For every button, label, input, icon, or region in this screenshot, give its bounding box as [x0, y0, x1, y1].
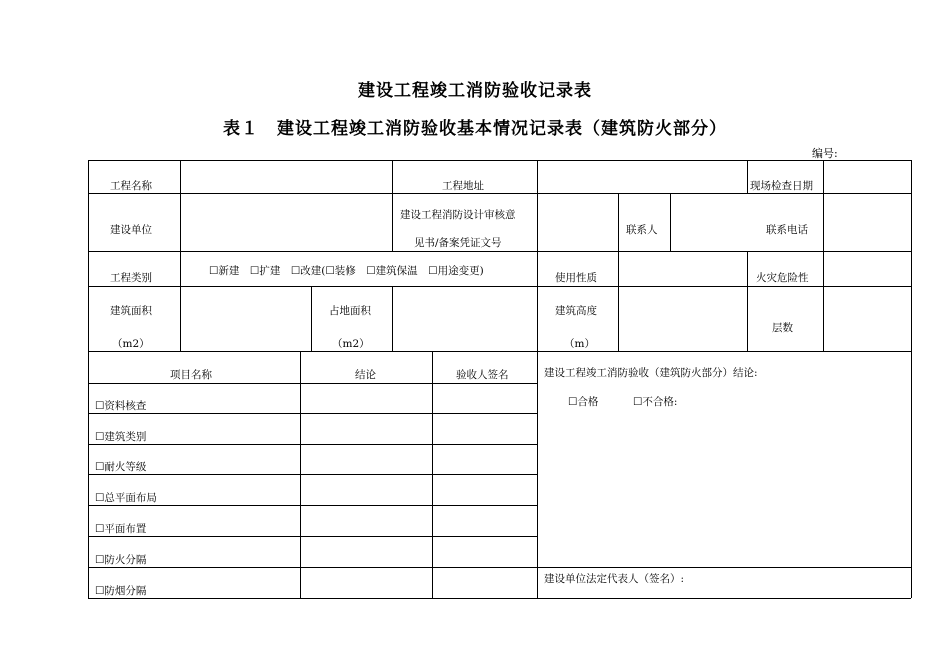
table-line	[537, 351, 538, 598]
table-line	[88, 383, 537, 384]
table-line	[180, 160, 181, 193]
contact-phone-label: 联系电话	[766, 224, 808, 236]
table-line	[300, 351, 301, 598]
table-line	[88, 598, 911, 599]
table-line	[88, 444, 537, 445]
table-line	[537, 193, 538, 251]
conclusion-label: 建设工程竣工消防验收（建筑防火部分）结论:	[544, 367, 758, 379]
table-line	[747, 251, 748, 286]
construction-unit-label: 建设单位	[110, 224, 152, 236]
list-item[interactable]: ☐资料核查	[95, 400, 147, 412]
building-height-label: 建筑高度	[555, 305, 597, 317]
table-line	[537, 251, 538, 286]
table-line	[747, 160, 748, 193]
document-title: 建设工程竣工消防验收记录表	[358, 81, 592, 101]
land-area-label: 占地面积	[329, 305, 371, 317]
table-line	[911, 160, 912, 598]
list-item[interactable]: ☐防火分隔	[95, 554, 147, 566]
table-line	[618, 286, 619, 351]
table-line	[88, 567, 911, 568]
list-item[interactable]: ☐防烟分隔	[95, 585, 147, 597]
use-nature-label: 使用性质	[555, 272, 597, 284]
project-category-label: 工程类别	[110, 272, 152, 284]
table-line	[88, 351, 911, 352]
table-line	[88, 505, 537, 506]
legal-representative-label: 建设单位法定代表人（签名）:	[544, 573, 685, 585]
document-subtitle: 表１ 建设工程竣工消防验收基本情况记录表（建筑防火部分）	[223, 119, 727, 139]
table-line	[537, 286, 538, 351]
table-line	[823, 193, 824, 251]
col-signature: 验收人签名	[456, 369, 509, 381]
col-item-name: 项目名称	[170, 369, 212, 381]
project-address-label: 工程地址	[442, 180, 484, 192]
table-line	[823, 286, 824, 351]
contact-label: 联系人	[626, 224, 658, 236]
list-item[interactable]: ☐耐火等级	[95, 461, 147, 473]
pass-checkbox[interactable]: ☐合格	[568, 396, 599, 408]
building-area-unit: （m2）	[112, 338, 150, 350]
table-line	[180, 286, 181, 351]
inspection-date-label: 现场检查日期	[750, 180, 813, 192]
col-conclusion: 结论	[355, 369, 376, 381]
table-line	[88, 536, 537, 537]
building-area-label: 建筑面积	[110, 305, 152, 317]
table-line	[823, 251, 824, 286]
land-area-unit: （m2）	[332, 338, 370, 350]
project-category-options[interactable]: ☐新建 ☐扩建 ☐改建(☐装修 ☐建筑保温 ☐用途变更)	[209, 265, 484, 277]
table-line	[670, 193, 671, 251]
table-line	[747, 286, 748, 351]
building-height-unit: （m）	[564, 338, 595, 350]
table-line	[392, 286, 393, 351]
table-line	[392, 193, 393, 251]
project-name-label: 工程名称	[110, 180, 152, 192]
table-line	[180, 193, 181, 251]
table-line	[432, 351, 433, 598]
table-line	[88, 251, 911, 252]
list-item[interactable]: ☐总平面布局	[95, 492, 157, 504]
floors-label: 层数	[772, 322, 793, 334]
table-line	[180, 251, 181, 286]
review-doc-label-line1: 建设工程消防设计审核意	[400, 209, 516, 221]
fire-hazard-label: 火灾危险性	[756, 272, 809, 284]
table-line	[88, 286, 911, 287]
table-line	[88, 193, 911, 194]
table-line	[618, 251, 619, 286]
fail-checkbox[interactable]: ☐不合格:	[633, 396, 678, 408]
list-item[interactable]: ☐建筑类别	[95, 431, 147, 443]
table-line	[618, 193, 619, 251]
review-doc-label-line2: 见书/备案凭证文号	[414, 237, 502, 249]
table-line	[88, 474, 537, 475]
table-line	[823, 160, 824, 193]
table-line	[311, 286, 312, 351]
serial-number-label: 编号:	[812, 147, 838, 160]
list-item[interactable]: ☐平面布置	[95, 523, 147, 535]
table-line	[88, 413, 537, 414]
table-line	[88, 160, 911, 161]
table-line	[88, 160, 89, 598]
table-line	[537, 160, 538, 193]
table-line	[392, 160, 393, 193]
